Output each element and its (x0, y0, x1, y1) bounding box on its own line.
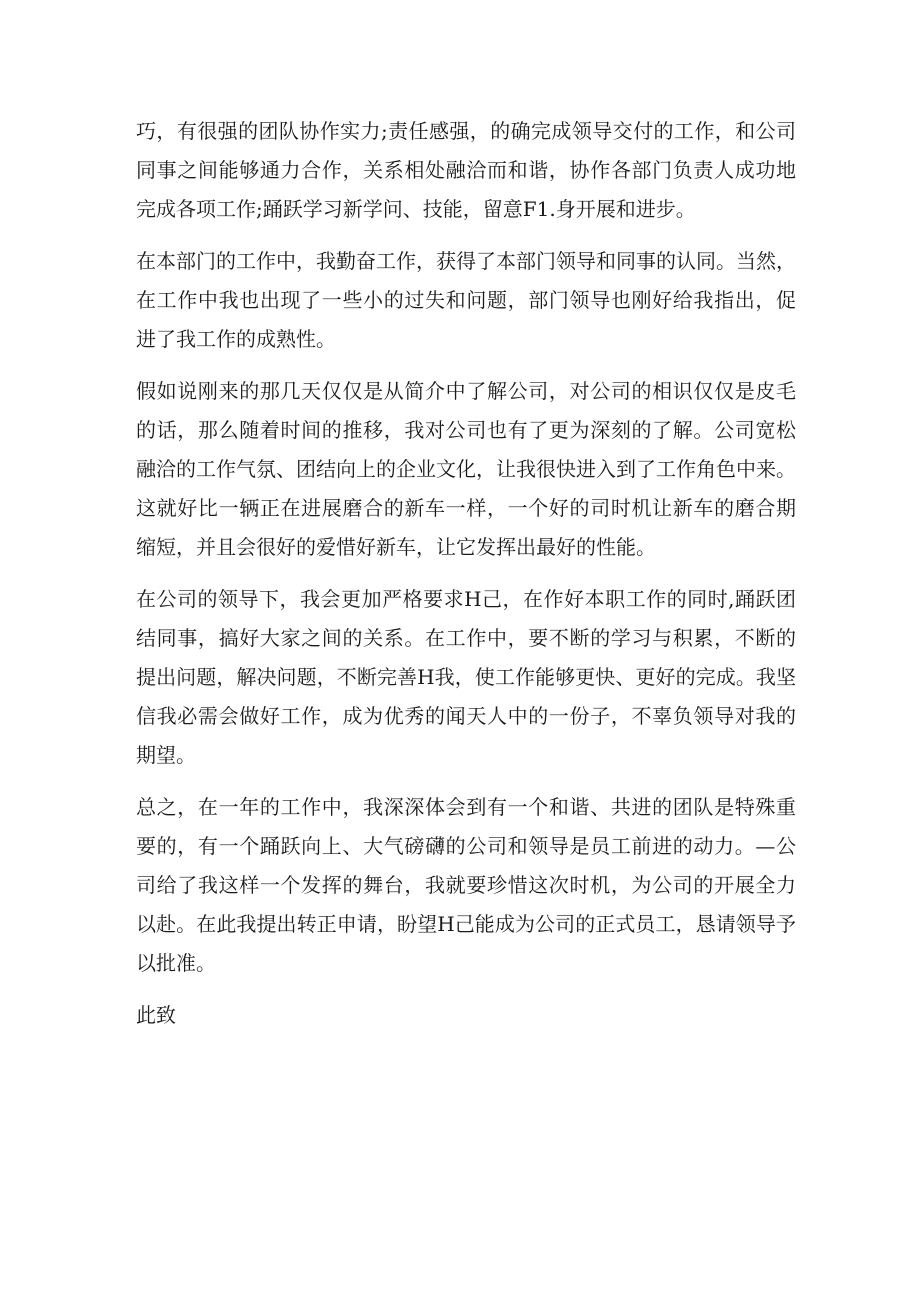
text-line: 结同事，搞好大家之间的关系。在工作中，要不断的学习与积累，不断的 (136, 626, 796, 650)
text-line: 假如说刚来的那几天仅仅是从简介中了解公司，对公司的相识仅仅是皮毛 (136, 379, 796, 403)
text-line: 在工作中我也出现了一些小的过失和问题，部门领导也刚好给我指出，促 (136, 288, 796, 312)
text-line: 此致 (136, 1003, 176, 1027)
text-line: 提出问题，解决问题，不断完善H我，使工作能够更快、更好的完成。我坚 (136, 665, 796, 689)
text-line: 在本部门的工作中，我勤奋工作，获得了本部门领导和同事的认同。当然， (136, 249, 796, 273)
text-line: 同事之间能够通力合作，关系相处融洽而和谐，协作各部门负责人成功地 (136, 158, 796, 182)
paragraph-5 (136, 788, 796, 983)
text-line: 信我必需会做好工作，成为优秀的闻天人中的一份子，不辜负领导对我的 (136, 704, 796, 728)
paragraph-3 (136, 372, 796, 567)
text-line: 要的，有一个踊跃向上、大气磅礴的公司和领导是员工前进的动力。—公 (136, 834, 796, 858)
text-line: 期望。 (136, 743, 196, 767)
text-line: 缩短，并且会很好的爱惜好新车，让它发挥出最好的性能。 (136, 535, 656, 559)
text-line: 的话，那么随着时间的推移，我对公司也有了更为深刻的了解。公司宽松 (136, 418, 796, 442)
text-line: 完成各项工作;踊跃学习新学问、技能，留意F1.身开展和进步。 (136, 197, 696, 221)
text-line: 进了我工作的成熟性。 (136, 327, 336, 351)
text-line: 总之，在一年的工作中，我深深体会到有一个和谐、共进的团队是特殊重 (136, 795, 796, 819)
text-line: 这就好比一辆正在进展磨合的新车一样，一个好的司时机让新车的磨合期 (136, 496, 796, 520)
document-body (136, 112, 796, 1035)
text-line: 以批准。 (136, 951, 216, 975)
paragraph-2 (136, 242, 796, 359)
text-line: 司给了我这样一个发挥的舞台，我就要珍惜这次时机，为公司的开展全力 (136, 873, 796, 897)
closing-salutation (136, 996, 796, 1035)
text-line: 融洽的工作气氛、团结向上的企业文化，让我很快进入到了工作角色中来。 (136, 457, 796, 481)
text-line: 以赴。在此我提出转正申请，盼望H己能成为公司的正式员工，恳请领导予 (136, 912, 796, 936)
paragraph-4 (136, 580, 796, 775)
text-line: 巧，有很强的团队协作实力;责任感强，的确完成领导交付的工作，和公司 (136, 119, 796, 143)
paragraph-1 (136, 112, 796, 229)
text-line: 在公司的领导下，我会更加严格要求H己，在作好本职工作的同时,踊跃团 (136, 587, 796, 611)
